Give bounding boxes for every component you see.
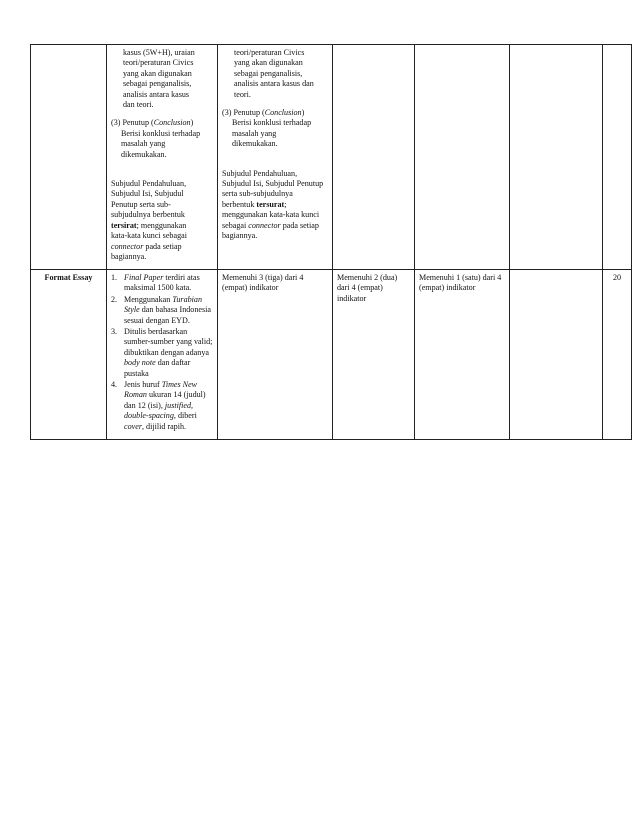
text-line: dikemukakan. <box>232 139 278 149</box>
text-line: sebagai penganalisis, <box>123 79 192 89</box>
italic-term: cover <box>124 421 142 431</box>
level-3-cell <box>218 270 333 440</box>
text-line: yang akan digunakan <box>123 68 192 78</box>
text-fragment: pada setiap <box>143 241 182 251</box>
criteria-number: 3. <box>111 327 118 337</box>
closing-label: (3) Penutup ( <box>222 108 265 118</box>
criteria-cell-tersurat <box>218 45 333 270</box>
level-0-cell-empty <box>510 45 603 270</box>
score-cell <box>603 270 632 440</box>
level-2-cell <box>333 270 415 440</box>
level-1-text: Memenuhi 1 (satu) dari 4 (empat) indikator <box>419 273 502 293</box>
text-fragment: ukuran 14 (judul) dan 12 (isi), <box>124 390 206 410</box>
criteria-cell-tersirat <box>107 45 218 270</box>
text-line: Subjudul Pendahuluan, <box>111 179 187 189</box>
text-line: Penutup serta sub- <box>111 199 171 209</box>
text-fragment: terdiri atas maksimal 1500 kata. <box>124 273 200 293</box>
score-value: 20 <box>612 273 622 282</box>
italic-term: Turabian Style <box>124 294 203 315</box>
text-fragment: dan bahasa Indonesia sesuai dengan EYD. <box>124 305 211 325</box>
text-fragment: ; <box>284 199 287 209</box>
empty-cell <box>510 270 603 440</box>
text-fragment: berbentuk <box>222 199 257 209</box>
text-fragment: , diberi <box>173 411 197 421</box>
text-line: teori/peraturan Civics <box>234 48 305 57</box>
criteria-item <box>111 273 213 294</box>
criteria-item <box>111 380 213 432</box>
text-line: dan teori. <box>123 100 154 110</box>
text-fragment: sebagai <box>222 220 249 230</box>
closing-label: (3) Penutup ( <box>111 118 154 128</box>
text-line <box>111 242 213 252</box>
text-line: serta sub-subjudulnya <box>222 189 293 199</box>
text-line <box>222 200 328 210</box>
criteria-number: 2. <box>111 294 118 304</box>
criteria-item <box>111 327 213 379</box>
text-line: Berisi konklusi terhadap <box>121 128 201 138</box>
closing-italic: Conclusion <box>264 108 302 118</box>
text-line: bagiannya. <box>222 231 258 241</box>
criteria-list <box>111 273 213 432</box>
level-1-cell <box>415 270 510 440</box>
text-fragment: Ditulis berdasarkan sumber-sumber yang valid; dibuktikan dengan adanya <box>124 327 213 357</box>
text-line: sebagai penganalisis, <box>234 68 303 78</box>
text-line: dikemukakan. <box>121 149 167 159</box>
text-line: teori. <box>234 89 251 99</box>
italic-term: justified, double-spacing <box>124 400 194 421</box>
text-line: masalah yang <box>232 128 277 138</box>
closing-end: ) <box>301 108 305 118</box>
text-line: yang akan digunakan <box>234 58 303 68</box>
text-line <box>111 221 213 231</box>
criteria-number: 1. <box>111 273 118 282</box>
aspect-label: Format Essay <box>44 273 93 282</box>
body-description <box>222 48 328 100</box>
connector-term: connector <box>111 241 144 251</box>
rubric-table <box>30 44 632 440</box>
keyword-tersirat: tersirat <box>111 220 137 230</box>
text-fragment: ; menggunakan <box>136 220 187 230</box>
text-fragment: dan daftar pustaka <box>124 358 191 378</box>
text-line: teori/peraturan Civics <box>123 58 194 68</box>
table-row <box>31 45 632 270</box>
text-line: analisis antara kasus <box>123 89 190 99</box>
text-fragment: pada setiap <box>280 220 319 230</box>
criteria-number: 4. <box>111 380 118 390</box>
text-line: kasus (5W+H), uraian <box>123 48 195 57</box>
level-2-text: Memenuhi 2 (dua) dari 4 (empat) indikator <box>337 273 398 303</box>
italic-term: Final Paper <box>124 273 164 282</box>
closing-end: ) <box>190 118 194 128</box>
criteria-item <box>111 295 213 326</box>
text-line: analisis antara kasus dan <box>234 79 314 89</box>
connector-term: connector <box>248 220 281 230</box>
text-fragment: , dijilid rapih. <box>141 421 187 431</box>
text-line: Berisi konklusi terhadap <box>232 118 312 128</box>
text-fragment: Jenis huruf <box>124 380 162 390</box>
italic-term: Times New Roman <box>124 380 198 400</box>
level-2-cell-empty <box>333 45 415 270</box>
text-fragment: Menggunakan <box>124 294 173 304</box>
text-line: Subjudul Isi, Subjudul Penutup <box>222 179 324 189</box>
table-row <box>31 270 632 440</box>
text-line: kata-kata kunci sebagai <box>111 231 187 241</box>
level-1-cell-empty <box>415 45 510 270</box>
text-line: bagiannya. <box>111 251 147 261</box>
body-description <box>111 48 213 110</box>
text-line: subjudulnya berbentuk <box>111 210 185 220</box>
score-cell-empty <box>603 45 632 270</box>
closing-italic: Conclusion <box>153 118 191 128</box>
aspect-cell-empty <box>31 45 107 270</box>
keyword-tersurat: tersurat <box>256 199 285 209</box>
text-line: Subjudul Isi, Subjudul <box>111 189 184 199</box>
aspect-format-essay <box>31 270 107 440</box>
closing-heading <box>111 118 213 128</box>
italic-term: body note <box>124 358 156 368</box>
closing-heading <box>222 108 328 118</box>
text-line: Subjudul Pendahuluan, <box>222 168 298 178</box>
text-line: masalah yang <box>121 139 166 149</box>
criteria-cell-format <box>107 270 218 440</box>
text-line: menggunakan kata-kata kunci <box>222 210 320 220</box>
text-line <box>222 221 328 231</box>
level-3-text: Memenuhi 3 (tiga) dari 4 (empat) indikator <box>222 273 304 293</box>
